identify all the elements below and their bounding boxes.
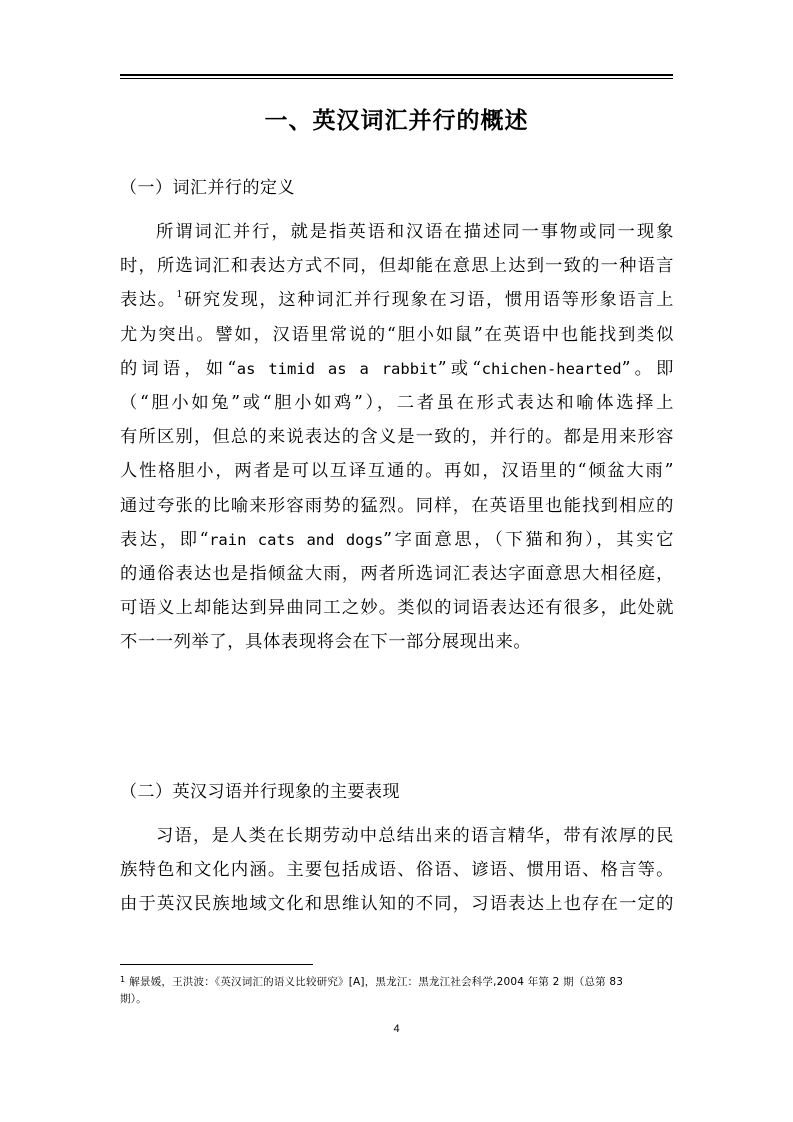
footnote-line: $^1$ 解景媛，王洪波：《英汉词汇的语义比较研究》[A]，黑龙江：黑龙江社会科学,2004 年第 2 期（总第 83 (120, 975, 624, 988)
text-line: 习语，是人类在长期劳动中总结出来的语言精华，带有浓厚的民 (156, 826, 674, 846)
text-line: 不一一列举了，具体表现将会在下一部分展现出来。 (120, 632, 532, 653)
footnote-separator (120, 964, 313, 965)
header-rule-thick (120, 74, 673, 76)
text-line: 表达，即“rain cats and dogs”字面意思，（下猫和狗），其实它 (120, 529, 674, 550)
text-line: 有所区别，但总的来说表达的含义是一致的，并行的。都是用来形容 (120, 427, 674, 448)
section-heading-idioms: （二）英汉习语并行现象的主要表现 (120, 782, 400, 802)
text-line: 时，所选词汇和表达方式不同，但却能在意思上达到一致的一种语言 (120, 256, 674, 277)
footnote-line: 期）。 (120, 993, 147, 1005)
english-phrase: rain cats and dogs (209, 530, 384, 549)
english-phrase: as timid as a rabbit (236, 359, 438, 378)
text-line: 的词语，如“as timid as a rabbit”或“chichen-hearted”。即 (120, 358, 674, 379)
section-heading-definition: （一）词汇并行的定义 (120, 178, 295, 198)
text-line: 的通俗表达也是指倾盆大雨，两者所选词汇表达字面意思大相径庭， (120, 564, 674, 585)
page-number: 4 (393, 1023, 400, 1035)
footnote (120, 974, 674, 1008)
text-line: 由于英汉民族地域文化和思维认知的不同，习语表达上也存在一定的 (120, 894, 674, 915)
english-phrase: chichen-hearted (481, 359, 622, 378)
header-rule-thin (120, 78, 673, 79)
paragraph-definition (120, 215, 674, 660)
text-line: （“胆小如兔”或“胆小如鸡”），二者虽在形式表达和喻体选择上 (120, 393, 674, 414)
text-line: 尤为突出。譬如，汉语里常说的“胆小如鼠”在英语中也能找到类似 (120, 324, 674, 345)
footnote-marker: 1 (120, 975, 126, 984)
text-line: 族特色和文化内涵。主要包括成语、俗语、谚语、惯用语、格言等。 (120, 860, 674, 881)
text-line: 所谓词汇并行，就是指英语和汉语在描述同一事物或同一现象 (156, 222, 674, 242)
text-line: 人性格胆小，两者是可以互译互通的。再如，汉语里的“倾盆大雨” (120, 461, 674, 482)
footnote-reference[interactable]: 1 (176, 290, 183, 301)
text-line: 通过夸张的比喻来形容雨势的猛烈。同样，在英语里也能找到相应的 (120, 495, 674, 516)
page-title: 一、英汉词汇并行的概述 (264, 108, 529, 134)
text-line: 可语义上却能达到异曲同工之妙。类似的词语表达还有很多，此处就 (120, 598, 674, 619)
paragraph-idioms (120, 819, 674, 922)
text-line: 表达。$^1$研究发现，这种词汇并行现象在习语，惯用语等形象语言上 (120, 290, 674, 311)
